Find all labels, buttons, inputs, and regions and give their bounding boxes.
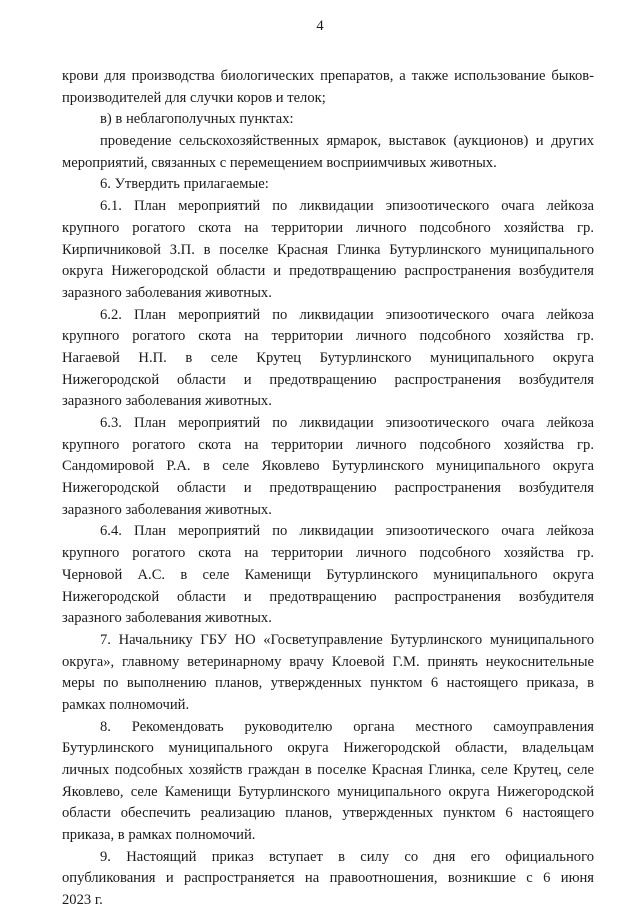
text-line: крови для производства биологических препаратов, а также использование быков- xyxy=(62,68,594,84)
text-line: крупного рогатого скота на территории личного подсобного хозяйства гр. xyxy=(62,545,594,562)
text-line: Нижегородской области и предотвращению распространения возбудителя xyxy=(62,480,594,497)
text-line: Кирпичниковой З.П. в поселке Красная Глинка Бутурлинского муниципального xyxy=(62,241,594,258)
document-body xyxy=(62,66,594,912)
text-line: 2023 г. xyxy=(62,892,103,909)
text-line: заразного заболевания животных. xyxy=(62,284,272,301)
page-number: 4 xyxy=(316,18,324,34)
text-line: округа», главному ветеринарному врачу Клоевой Г.М. принять неукоснительные xyxy=(62,653,594,670)
text-line: меры по выполнению планов, утвержденных пунктом 6 настоящего приказа, в xyxy=(62,675,594,692)
text-line: крупного рогатого скота на территории личного подсобного хозяйства гр. xyxy=(62,328,594,345)
text-line: Бутурлинского муниципального округа Нижегородской области, владельцам xyxy=(62,740,594,757)
text-line: в) в неблагополучных пунктах: xyxy=(100,111,294,128)
text-line: личных подсобных хозяйств граждан в поселке Красная Глинка, селе Крутец, селе xyxy=(62,762,594,778)
text-line: 6.2. План мероприятий по ликвидации эпизоотического очага лейкоза xyxy=(100,306,594,323)
text-line: Яковлево, селе Каменищи Бутурлинского муниципального округа Нижегородской xyxy=(62,783,594,800)
text-line: 6.1. План мероприятий по ликвидации эпизоотического очага лейкоза xyxy=(100,198,594,215)
text-line: мероприятий, связанных с перемещением восприимчивых животных. xyxy=(62,154,497,171)
text-line: Черновой А.С. в селе Каменищи Бутурлинского муниципального округа xyxy=(62,566,594,583)
text-line: Нагаевой Н.П. в селе Крутец Бутурлинского муниципального округа xyxy=(62,349,594,366)
text-line: проведение сельскохозяйственных ярмарок, выставок (аукционов) и других xyxy=(100,133,594,150)
text-line: 8. Рекомендовать руководителю органа местного самоуправления xyxy=(100,718,594,735)
text-line: опубликования и распространяется на правоотношения, возникшие с 6 июня xyxy=(62,870,594,887)
text-line: Нижегородской области и предотвращению распространения возбудителя xyxy=(62,371,594,388)
text-line: приказа, в рамках полномочий. xyxy=(62,827,256,844)
text-line: 6. Утвердить прилагаемые: xyxy=(100,176,269,193)
text-line: 6.3. План мероприятий по ликвидации эпизоотического очага лейкоза xyxy=(100,415,594,431)
text-line: области обеспечить реализацию планов, утвержденных пунктом 6 настоящего xyxy=(62,805,594,822)
text-line: заразного заболевания животных. xyxy=(62,610,272,627)
text-line: крупного рогатого скота на территории личного подсобного хозяйства гр. xyxy=(62,436,594,453)
text-line: заразного заболевания животных. xyxy=(62,501,272,518)
text-line: округа Нижегородской области и предотвращению распространения возбудителя xyxy=(62,263,594,280)
text-line: рамках полномочий. xyxy=(62,696,190,713)
text-line: Нижегородской области и предотвращению распространения возбудителя xyxy=(62,588,594,605)
text-line: 9. Настоящий приказ вступает в силу со дня его официального xyxy=(100,848,594,865)
text-line: Сандомировой Р.А. в селе Яковлево Бутурлинского муниципального округа xyxy=(62,458,594,475)
text-line: 6.4. План мероприятий по ликвидации эпизоотического очага лейкоза xyxy=(100,523,594,540)
text-line: 7. Начальнику ГБУ НО «Госветуправление Бутурлинского муниципального xyxy=(100,631,594,648)
text-line: производителей для случки коров и телок; xyxy=(62,89,326,106)
text-line: заразного заболевания животных. xyxy=(62,393,272,410)
text-line: крупного рогатого скота на территории личного подсобного хозяйства гр. xyxy=(62,219,594,236)
